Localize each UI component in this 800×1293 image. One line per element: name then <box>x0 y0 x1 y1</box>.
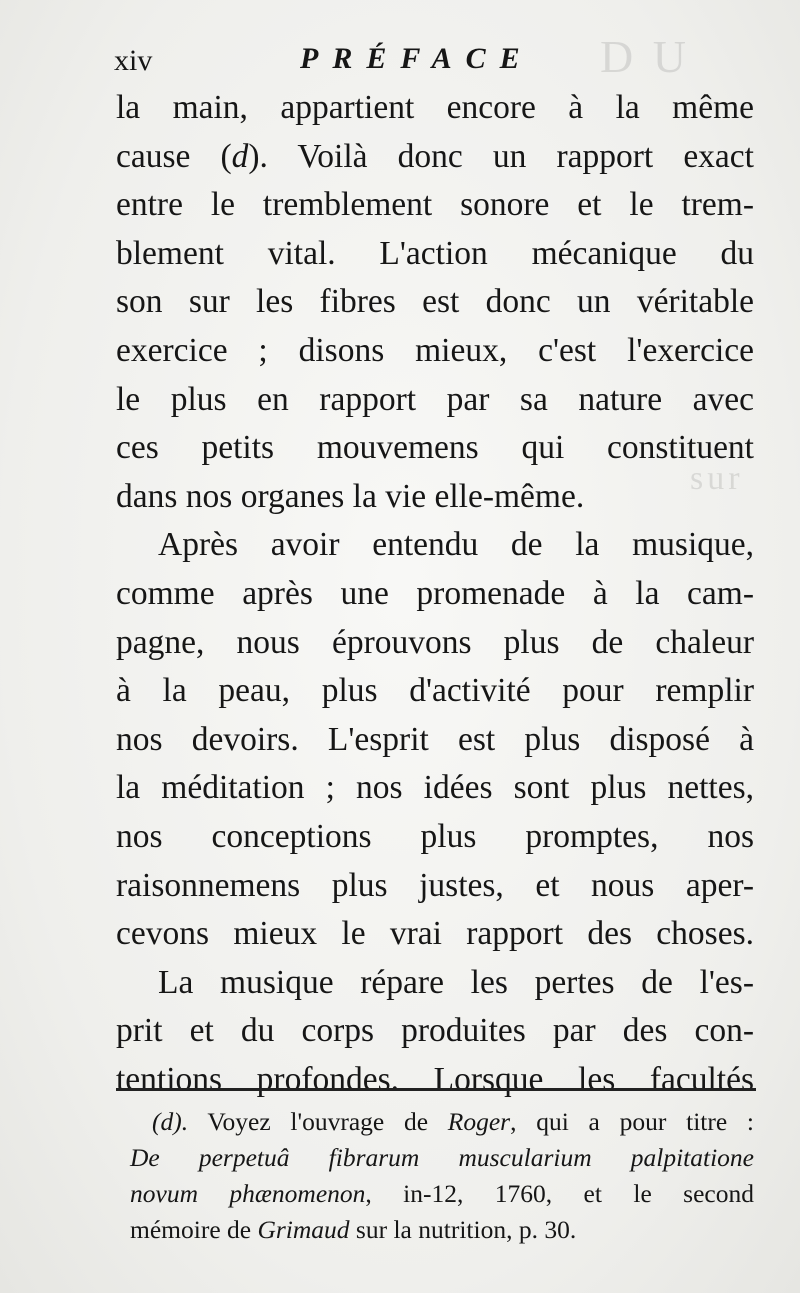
footnote-mark: (d). <box>152 1107 189 1136</box>
text-segment: mémoire de <box>130 1215 258 1244</box>
footnote-line <box>130 1176 754 1212</box>
text-line: ces petits mouvemens qui constituent <box>116 429 754 467</box>
show-through-ink: D U <box>600 31 690 82</box>
footnote-line <box>130 1104 754 1140</box>
text-line: exercice ; disons mieux, c'est l'exercice <box>116 331 754 369</box>
text-line: raisonnemens plus justes, et nous aper- <box>116 866 754 904</box>
author-name: Grimaud <box>257 1215 350 1244</box>
text-line: Après avoir entendu de la musique, <box>158 526 754 564</box>
body-text <box>116 84 754 1104</box>
text-line: nos devoirs. L'esprit est plus disposé à <box>116 720 754 758</box>
footnote <box>130 1104 754 1248</box>
text-line: à la peau, plus d'activité pour remplir <box>116 672 754 710</box>
text-segment: , in-12, 1760, et le second <box>365 1179 754 1208</box>
text-line: pagne, nous éprouvons plus de chaleur <box>116 623 754 661</box>
page-header <box>114 42 754 86</box>
text-segment: cause ( <box>116 137 232 175</box>
text-line: entre le tremblement sonore et le trem- <box>116 186 754 224</box>
footnote-rule <box>116 1088 756 1091</box>
text-segment: Voyez l'ouvrage de <box>188 1107 448 1136</box>
footnote-line: De perpetuâ fibrarum muscularium palpitatione <box>130 1143 754 1172</box>
running-title: PRÉFACE <box>300 42 534 75</box>
footnote-reference: d <box>231 137 249 175</box>
text-line: cevons mieux le vrai rapport des choses. <box>116 915 754 953</box>
text-line: dans nos organes la vie elle-même. <box>116 477 585 515</box>
text-segment: , qui a pour titre : <box>510 1107 755 1136</box>
text-line: comme après une promenade à la cam- <box>116 574 754 612</box>
text-line: blement vital. L'action mécanique du <box>116 234 754 272</box>
text-segment: ). Voilà donc un rapport exact <box>248 137 754 175</box>
text-segment: novum phænomenon <box>130 1179 366 1208</box>
text-line: La musique répare les pertes de l'es- <box>158 963 754 1001</box>
text-line <box>116 133 754 182</box>
text-line: son sur les fibres est donc un véritable <box>116 283 754 321</box>
text-line: le plus en rapport par sa nature avec <box>116 380 754 418</box>
text-line: la méditation ; nos idées sont plus nettes, <box>116 769 754 807</box>
text-line: tentions profondes. Lorsque les facultés <box>116 1060 754 1098</box>
footnote-line <box>130 1212 754 1248</box>
text-line: la main, appartient encore à la même <box>116 89 754 126</box>
show-through-ink: sur <box>690 460 744 497</box>
text-segment: sur la nutrition, p. 30. <box>349 1215 577 1244</box>
text-line: nos conceptions plus promptes, nos <box>116 817 754 855</box>
author-name: Roger <box>447 1107 511 1136</box>
page-number: xiv <box>114 44 153 77</box>
text-line: prit et du corps produites par des con- <box>116 1012 754 1050</box>
